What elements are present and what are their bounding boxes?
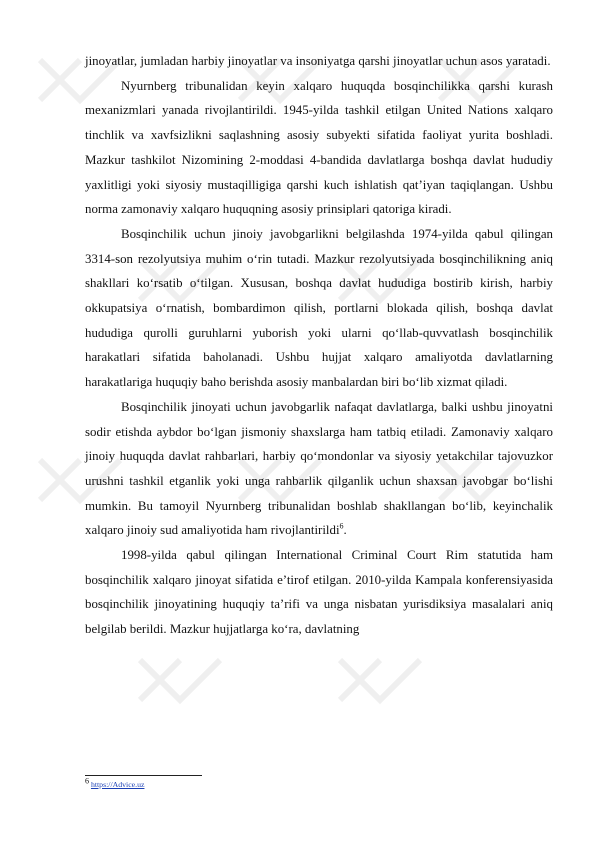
footnote-link[interactable]: https://Advice.uz <box>90 780 145 789</box>
footnote <box>85 776 385 791</box>
paragraph-3: Bosqinchilik uchun jinoiy javobgarlikni belgilashda 1974-yilda qabul qilingan 3314-son rezolyutsiya muhim o‘rin tutadi. Mazkur rezolyutsiyada bosqinchilikning aniq shakllari ko‘rsatib o‘tilgan. Xususan, boshqa davlat hududiga bostirib kirish, harbiy okkupatsiya o‘rnatish, bombardimon qilish, portlarni blokada qilish, boshqa davlat hududiga qurolli guruhlarni yuborish yoki ularni qo‘llab-quvvatlash bosqinchilik harakatlari sifatida baholanadi. Ushbu hujjat xalqaro amaliyotda davlatlarning harakatlariga huquqiy baho berishda asosiy manbalardan biri bo‘lib xizmat qiladi. <box>85 226 553 390</box>
paragraph-4: Bosqinchilik jinoyati uchun javobgarlik nafaqat davlatlarga, balki ushbu jinoyatni sodir etishda aybdor bo‘lgan jismoniy shaxslarga ham tatbiq etiladi. Zamonaviy xalqaro jinoiy huquqda davlat rahbarlari, harbiy qo‘mondonlar va siyosiy yetakchilar tajovuzkor urushni tashkil etganlik yoki unga rahbarlik qilganlik uchun shaxsan javobgar bo‘lishi mumkin. Bu tamoyil Nyurnberg tribunalidan boshlab shakllangan bo‘lib, keyinchalik xalqaro jinoiy sud amaliyotida ham rivojlantirildi$^6$. <box>85 399 553 538</box>
paragraph-5: 1998-yilda qabul qilingan International Criminal Court Rim statutida ham bosqinchilik xalqaro jinoyat sifatida e’tirof etilgan. 2010-yilda Kampala konferensiyasida bosqinchilik jinoyatining huquqiy ta’rifi va unga nisbatan yurisdiksiya masalalari aniq belgilab berildi. Mazkur hujjatlarga ko‘ra, davlatning <box>85 548 553 637</box>
footnote-divider <box>85 775 202 776</box>
footnote-number: 6 <box>85 776 89 786</box>
body-text <box>85 49 553 642</box>
paragraph-2: Nyurnberg tribunalidan keyin xalqaro huquqda bosqinchilikka qarshi kurash mexanizmlari yanada rivojlantirildi. 1945-yilda tashkil etilgan United Nations xalqaro tinchlik va xavfsizlikni saqlashning asosiy subyekti sifatida faoliyat yurita boshladi. Mazkur tashkilot Nizomining 2-moddasi 4-bandida davlatlarga boshqa davlat hududiy yaxlitligi yoki siyosiy mustaqilligiga qarshi kuch ishlatish qat’iyan taqiqlangan. Ushbu norma zamonaviy xalqaro huquqning asosiy prinsiplari qatoriga kiradi. <box>85 78 553 217</box>
paragraph-1: jinoyatlar, jumladan harbiy jinoyatlar va insoniyatga qarshi jinoyatlar uchun asos yaratadi. <box>85 54 551 68</box>
footnote-reference[interactable]: 6 <box>339 522 344 532</box>
paragraph-4-text: Bosqinchilik jinoyati uchun javobgarlik nafaqat davlatlarga, balki ushbu jinoyatni sodir etishda aybdor bo‘lgan jismoniy shaxslarga ham tatbiq etiladi. Zamonaviy xalqaro jinoiy huquqda davlat rahbarlari, harbiy qo‘mondonlar va siyosiy yetakchilar tajovuzkor urushni tashkil etganlik yoki unga rahbarlik qilganlik uchun shaxsan javobgar bo‘lishi mumkin. Bu tamoyil Nyurnberg tribunalidan boshlab shakllangan bo‘lib, keyinchalik xalqaro jinoiy sud amaliyotida ham rivojlantirildi <box>85 399 553 538</box>
